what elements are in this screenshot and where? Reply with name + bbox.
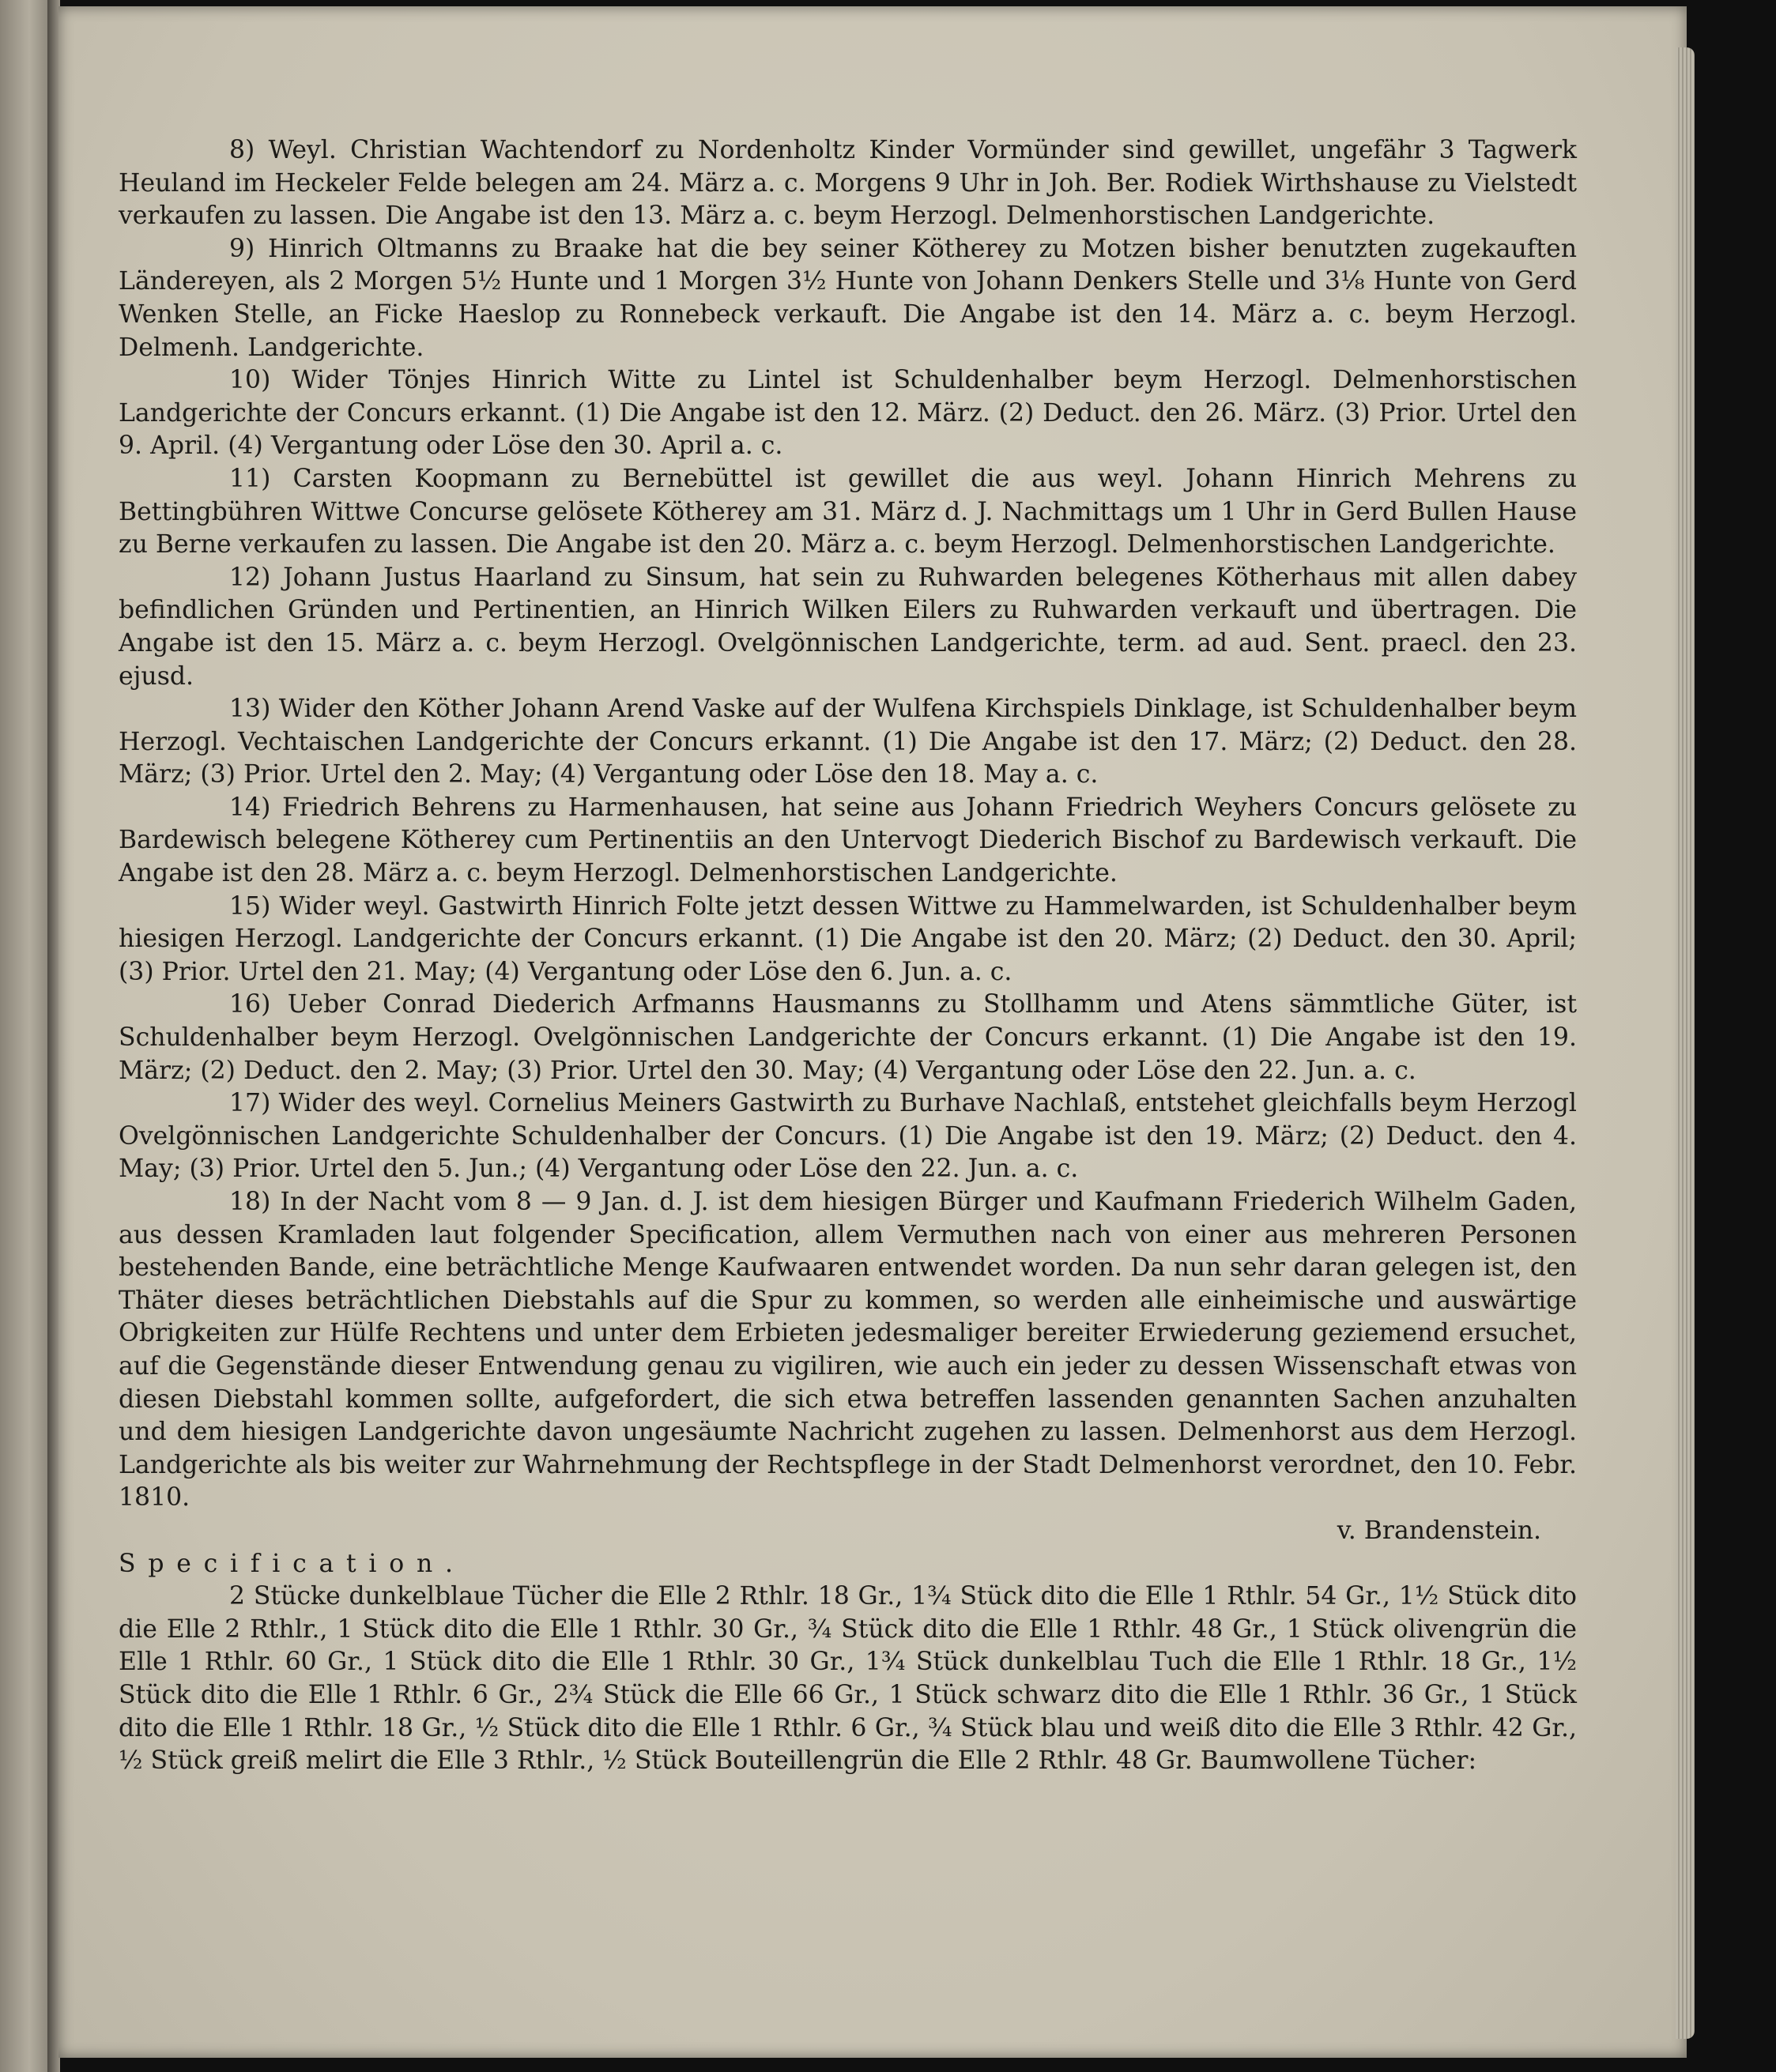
entry-text: Ueber Conrad Diederich Arfmanns Hausmanns zu Stollhamm und Atens sämmtliche Güter, ist Schuldenhalber beym Herzogl. Ovelgönnischen Landgerichte der Concurs erkannt. (1) Die Angabe ist den 19. März; (2) Deduct. den 2. May; (3) Prior. Urtel den 30. May; (4) Vergantung oder Löse den 22. Jun. a. c. [119, 990, 1578, 1085]
entry-number: 13) [229, 695, 271, 724]
entry-number: 11) [229, 464, 271, 493]
entry-13 [119, 693, 1577, 792]
entry-8 [119, 134, 1577, 233]
entry-text: Weyl. Christian Wachtendorf zu Nordenholtz Kinder Vormünder sind gewillet, ungefähr 3 Tagwerk Heuland im Heckeler Felde belegen am 24. März a. c. Morgens 9 Uhr in Joh. Ber. Rodiek Wirthshause zu Vielstedt verkaufen zu lassen. Die Angabe ist den 13. März a. c. beym Herzogl. Delmenhorstischen Landgerichte. [119, 136, 1578, 231]
entry-text: Wider Tönjes Hinrich Witte zu Lintel ist Schuldenhalber beym Herzogl. Delmenhorstischen Landgerichte der Concurs erkannt. (1) Die Angabe ist den 12. März. (2) Deduct. den 26. März. (3) Prior. Urtel den 9. April. (4) Vergantung oder Löse den 30. April a. c. [119, 366, 1578, 461]
entry-number: 8) [229, 136, 255, 164]
entry-number: 15) [229, 891, 271, 921]
entry-text: Johann Justus Haarland zu Sinsum, hat sein zu Ruhwarden belegenes Kötherhaus mit allen dabey befindlichen Gründen und Pertinentien, an Hinrich Wilken Eilers zu Ruhwarden verkauft und übertragen. Die Angabe ist den 15. März a. c. beym Herzogl. Ovelgönnischen Landgerichte, term. ad aud. Sent. praecl. den 23. ejusd. [119, 563, 1578, 691]
entry-text: Hinrich Oltmanns zu Braake hat die bey seiner Kötherey zu Motzen bisher benutzten zugekauften Ländereyen, als 2 Morgen 5½ Hunte und 1 Morgen 3½ Hunte von Johann Denkers Stelle und 3⅛ Hunte von Gerd Wenken Stelle, an Ficke Haeslop zu Ronnebeck verkauft. Die Angabe ist den 14. März a. c. beym Herzogl. Delmenh. Landgerichte. [119, 234, 1578, 362]
specification-text: 2 Stücke dunkelblaue Tücher die Elle 2 Rthlr. 18 Gr., 1¾ Stück dito die Elle 1 Rthlr. 54 Gr., 1½ Stück dito die Elle 2 Rthlr., 1 Stück dito die Elle 1 Rthlr. 30 Gr., ¾ Stück dito die Elle 1 Rthlr. 48 Gr., 1 Stück olivengrün die Elle 1 Rthlr. 60 Gr., 1 Stück dito die Elle 1 Rthlr. 30 Gr., 1¾ Stück dunkelblau Tuch die Elle 1 Rthlr. 18 Gr., 1½ Stück dito die Elle 1 Rthlr. 6 Gr., 2¾ Stück die Elle 66 Gr., 1 Stück schwarz dito die Elle 1 Rthlr. 36 Gr., 1 Stück dito die Elle 1 Rthlr. 18 Gr., ½ Stück dito die Elle 1 Rthlr. 6 Gr., ¾ Stück blau und weiß dito die Elle 3 Rthlr. 42 Gr., ½ Stück greiß melirt die Elle 3 Rthlr., ½ Stück Bouteillengrün die Elle 2 Rthlr. 48 Gr. Baumwollene Tücher: [119, 1582, 1577, 1776]
signature-line [119, 1515, 1577, 1548]
entry-text: Friedrich Behrens zu Harmenhausen, hat seine aus Johann Friedrich Weyhers Concurs gelösete zu Bardewisch belegene Kötherey cum Pertinentiis an den Untervogt Diederich Bischof zu Bardewisch verkauft. Die Angabe ist den 28. März a. c. beym Herzogl. Delmenhorstischen Landgerichte. [119, 793, 1577, 888]
entry-number: 9) [229, 234, 255, 263]
entry-text: In der Nacht vom 8 — 9 Jan. d. J. ist dem hiesigen Bürger und Kaufmann Friederich Wilhelm Gaden, aus dessen Kramladen laut folgender Specification, allem Vermuthen nach von einer aus mehreren Personen bestehenden Bande, eine beträchtliche Menge Kaufwaaren entwendet worden. Da nun sehr daran gelegen ist, den Thäter dieses beträchtlichen Diebstahls auf die Spur zu kommen, so werden alle einheimische und auswärtige Obrigkeiten zur Hülfe Rechtens und unter dem Erbieten jedesmaliger bereiter Erwiederung geziemend ersuchet, auf die Gegenstände dieser Entwendung genau zu vigiliren, wie auch ein jeder zu dessen Wissenschaft etwas von diesen Diebstahl kommen sollte, aufgefordert, die sich etwa betreffen lassenden genannten Sachen anzuhalten und dem hiesigen Landgerichte davon ungesäumte Nachricht zugehen zu lassen. Delmenhorst aus dem Herzogl. Landgerichte als bis weiter zur Wahrnehmung der Rechtspflege in der Stadt Delmenhorst verordnet, den 10. Febr. 1810. [119, 1188, 1578, 1513]
entry-14 [119, 792, 1577, 891]
entry-text: Carsten Koopmann zu Bernebüttel ist gewillet die aus weyl. Johann Hinrich Mehrens zu Bettingbühren Wittwe Concurse gelösete Kötherey am 31. März d. J. Nachmittags um 1 Uhr in Gerd Bullen Hause zu Berne verkaufen zu lassen. Die Angabe ist den 20. März a. c. beym Herzogl. Delmenhorstischen Landgerichte. [119, 464, 1578, 559]
entry-number: 14) [229, 793, 271, 822]
entry-18 [119, 1186, 1577, 1515]
entry-number: 10) [229, 366, 271, 395]
entry-number: 18) [229, 1188, 271, 1216]
entry-9 [119, 233, 1577, 364]
signature: v. Brandenstein. [1337, 1516, 1541, 1545]
entry-10 [119, 364, 1577, 463]
entry-number: 12) [229, 563, 271, 592]
entry-number: 16) [229, 990, 271, 1019]
entry-15 [119, 891, 1577, 989]
entry-number: 17) [229, 1089, 271, 1118]
left-page-edge [0, 0, 49, 2072]
entry-17 [119, 1087, 1577, 1186]
entry-text: Wider weyl. Gastwirth Hinrich Folte jetzt dessen Wittwe zu Hammelwarden, ist Schuldenhalber beym hiesigen Herzogl. Landgerichte der Concurs erkannt. (1) Die Angabe ist den 20. März; (2) Deduct. den 30. April; (3) Prior. Urtel den 21. May; (4) Vergantung oder Löse den 6. Jun. a. c. [119, 891, 1577, 986]
specification-title: Specification. [119, 1549, 466, 1578]
entry-text: Wider des weyl. Cornelius Meiners Gastwirth zu Burhave Nachlaß, entstehet gleichfalls beym Herzogl Ovelgönnischen Landgerichte Schuldenhalber der Concurs. (1) Die Angabe ist den 19. März; (2) Deduct. den 4. May; (3) Prior. Urtel den 5. Jun.; (4) Vergantung oder Löse den 22. Jun. a. c. [119, 1089, 1577, 1184]
page-stack-edge [1676, 47, 1695, 2039]
entry-12 [119, 562, 1577, 693]
page-text [119, 134, 1577, 1778]
entry-16 [119, 989, 1577, 1087]
entry-11 [119, 463, 1577, 562]
entry-text: Wider den Köther Johann Arend Vaske auf der Wulfena Kirchspiels Dinklage, ist Schuldenhalber beym Herzogl. Vechtaischen Landgerichte der Concurs erkannt. (1) Die Angabe ist den 17. März; (2) Deduct. den 28. März; (3) Prior. Urtel den 2. May; (4) Vergantung oder Löse den 18. May a. c. [119, 695, 1577, 789]
